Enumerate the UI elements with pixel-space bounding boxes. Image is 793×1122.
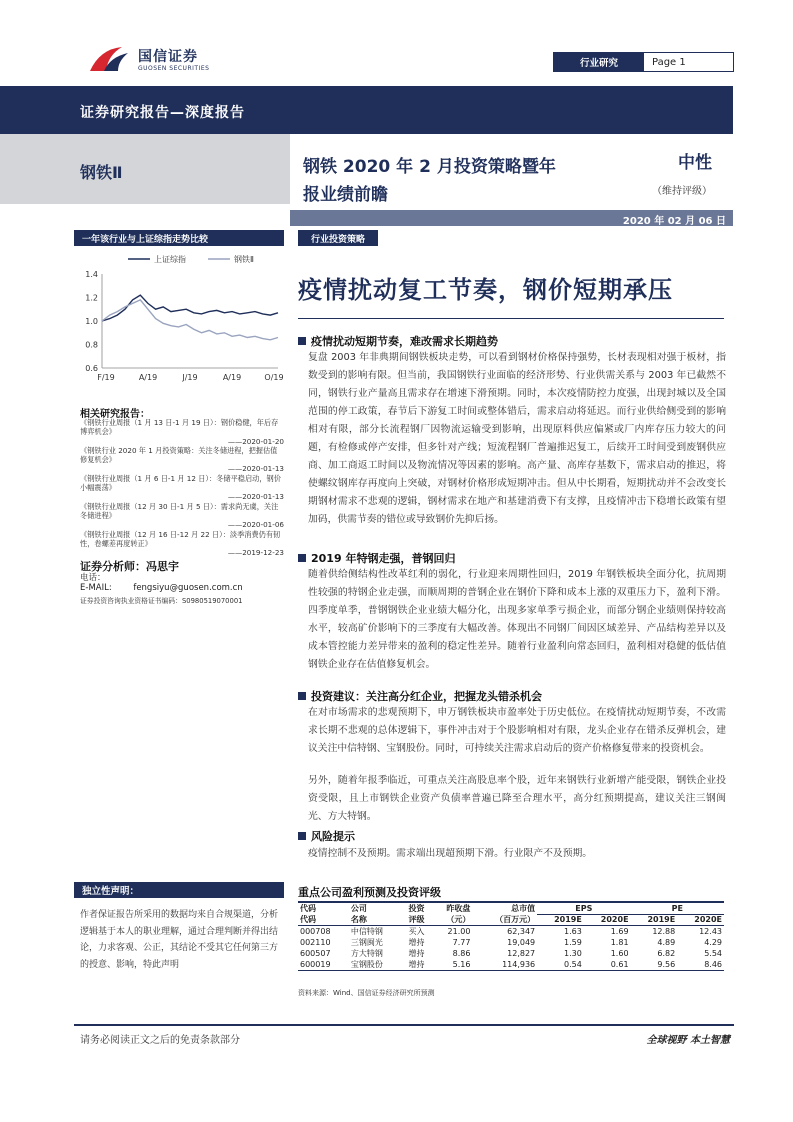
cell-pe: 9.56	[631, 959, 678, 971]
header-meta-box	[553, 52, 734, 72]
related-report-title[interactable]: 《钢铁行业周报（1 月 13 日-1 月 19 日）：钢价稳健，年后存博弈机会》	[80, 418, 279, 437]
analyst-name: 证券分析师：冯思宇	[80, 560, 179, 573]
rating: 中性	[678, 153, 712, 173]
section-paragraph: 随着供给侧结构性改革红利的弱化，行业迎来周期性回归，2019 年钢铁板块全面分化，抗周期性较强的特钢企业走强，而顺周期的普钢企业在钢价下降和成本上涨的双重压力下，盈利下滑。四季度单季，普钢钢铁企业业绩大幅分化，出现多家单季亏损企业，而部分钢企业绩则保持较高水平，较高矿价影响下的三季度有大幅改善。体现出不同钢厂间因区域差异、产品结构差异以及成本管控能力差异带来的盈利的稳定性差异。随着行业盈利向常态回归，盈利相对稳健的低估值钢铁企业存在估值修复机会。	[308, 569, 726, 670]
col-header: （百万元）	[472, 914, 537, 926]
cell-price: 7.77	[452, 938, 471, 947]
col-header: 总市值	[472, 902, 537, 914]
cell-eps: 1.59	[564, 938, 582, 947]
chart-label: 一年该行业与上证综指走势比较	[74, 230, 284, 246]
cell-pe: 4.89	[657, 938, 676, 947]
sector-name: 钢铁Ⅱ	[80, 163, 123, 182]
bullet-icon	[298, 337, 306, 345]
col-header: 评级	[402, 914, 431, 926]
bullet-icon	[298, 832, 306, 840]
series-line-2	[102, 300, 278, 340]
cell-rating: 增持	[402, 959, 431, 971]
logo-text: 国信证券	[138, 49, 198, 65]
cell-mktcap: 12,827	[507, 949, 536, 958]
independence-title: 独立性声明：	[74, 882, 284, 898]
x-tick-label: O/19	[264, 373, 284, 382]
related-report-title[interactable]: 《钢铁行业周报（12 月 30 日-1 月 5 日）：需求尚无虞，关注冬储进程》	[80, 501, 279, 520]
cell-code: 000708	[300, 927, 331, 936]
cell-eps: 0.61	[584, 959, 631, 971]
page-number: Page 1	[652, 56, 686, 68]
x-tick-label: A/19	[222, 373, 242, 382]
analyst-email-link[interactable]: fengsiyu@guosen.com.cn	[133, 583, 243, 593]
col-header-pe: PE	[631, 902, 724, 914]
cell-price: 8.86	[452, 949, 471, 958]
col-header: 公司	[349, 902, 402, 914]
bullet-icon	[298, 554, 306, 562]
col-header: 2020E	[677, 914, 724, 926]
list-item	[80, 502, 284, 530]
col-header: 2019E	[631, 914, 678, 926]
cell-mktcap: 19,049	[507, 938, 536, 947]
cell-pe: 4.29	[704, 938, 722, 947]
related-report-date: ——2020-01-13	[227, 492, 284, 502]
related-report-title[interactable]: 《钢铁行业 2020 年 1 月投资策略：关注冬储进程，把握估值修复机会》	[80, 445, 278, 465]
cell-rating: 买入	[408, 927, 425, 936]
earnings-forecast-table	[298, 901, 724, 971]
legend-label: 上证综指	[154, 255, 186, 264]
guosen-logo-icon	[86, 43, 130, 75]
related-reports-title: 相关研究报告：	[80, 409, 150, 420]
cell-code: 002110	[300, 938, 331, 947]
col-header: 投资	[402, 902, 431, 914]
cell-name: 中信特钢	[350, 927, 383, 936]
col-header: 2020E	[584, 914, 631, 926]
cell-eps: 0.54	[537, 959, 584, 971]
cell-rating: 增持	[408, 938, 425, 947]
section-heading: 投资建议：关注高分红企业，把握龙头错杀机会	[298, 688, 542, 704]
cell-eps: 1.60	[610, 949, 629, 958]
logo-english: GUOSEN SECURITIES	[138, 65, 210, 72]
col-header: 代码	[298, 914, 349, 926]
cell-pe: 5.54	[704, 949, 722, 958]
col-header: 代码	[298, 902, 349, 914]
cell-price: 5.16	[431, 959, 472, 971]
cell-mktcap: 114,936	[472, 959, 537, 971]
x-tick-label: A/19	[138, 373, 158, 382]
sector-band	[0, 134, 290, 204]
series-line-1	[102, 295, 278, 321]
x-tick-label: J/19	[182, 373, 198, 382]
strategy-label: 行业投资策略	[298, 230, 378, 246]
cell-eps: 1.81	[610, 938, 629, 947]
section-paragraph: 在对市场需求的悲观预期下，申万钢铁板块市盈率处于历史低位。在疫情扰动短期节奏，不改需求长期不悲观的总体逻辑下，事件冲击对于个股影响相对有限，龙头企业存在错杀反弹机会，建议关注中信特钢、宝钢股份。同时，可持续关注需求启动后的资产价格修复带来的投资机会。	[308, 707, 726, 754]
section-heading: 风险提示	[298, 828, 355, 844]
cell-pe: 12.43	[699, 927, 722, 936]
table-title: 重点公司盈利预测及投资评级	[298, 886, 441, 899]
footer-disclaimer: 请务必阅读正文之后的免责条款部分	[80, 1035, 240, 1046]
section-paragraph: 复盘 2003 年非典期间钢铁板块走势，可以看到钢材价格保持强势，长材表现相对强于板材，指数受到的影响有限。但当前，我国钢铁行业面临的经济形势、行业供需关系与 2003 年已截然不同，钢铁行业产量高且需求存在增速下滑预期。同时，本次疫情防控力度强，出现封城以及全国范围的停工政策，春节后下游复工时间或整体错后，需求启动将延迟。而行业供给侧受到的影响相对有限，部分长流程钢厂因物流运输受到影响，出现原料供应偏紧或厂内库存压力较大的问题，有检修或停产安排，但多针对产线；短流程钢厂普遍推迟复工，后续开工时间受到废钢供应商、加工商返工时间以及物流情况等因素的影响。高产量、高库存基数下，需求启动的推迟，将使螺纹钢库存再度向上突破，对钢材价格形成短期冲击。但从中长期看，短期扰动并不会改变长期钢材需求不悲观的逻辑，钢材需求在地产和基建消费下有支撑，且疫情冲击下稳增长政策有望加码，供需节奏的错位或导致钢价先抑后扬。	[308, 352, 726, 525]
analyst-contact	[80, 573, 243, 593]
section-heading: 2019 年特钢走强，普钢回归	[298, 550, 455, 566]
email-label: E-MAIL:	[80, 583, 112, 593]
cell-name: 宝钢股份	[349, 959, 402, 971]
cell-eps: 1.30	[564, 949, 582, 958]
cell-name: 三钢闽光	[350, 938, 383, 947]
analyst-certificate: 证券投资咨询执业资格证书编码：S0980519070001	[80, 597, 243, 605]
related-reports-list	[80, 418, 284, 557]
y-tick-label: 0.8	[85, 340, 98, 350]
section-paragraph: 另外，随着年报季临近，可重点关注高股息率个股，近年来钢铁行业新增产能受限，钢铁企业投资受限，且上市钢铁企业资产负债率普遍已降至合理水平，高分红预期提高，建议关注三钢闽光、方大特钢。	[308, 775, 726, 822]
phone-label: 电话：	[80, 573, 106, 583]
y-tick-label: 1.2	[85, 293, 98, 303]
related-report-title[interactable]: 《钢铁行业周报（12 月 16 日-12 月 22 日）：淡季消费仍有韧性，卷螺差再度转正》	[80, 529, 281, 548]
report-title-line2: 报业绩前瞻	[303, 185, 388, 205]
cell-eps: 1.69	[610, 927, 629, 936]
cell-pe: 12.88	[652, 927, 676, 936]
cell-eps: 1.63	[564, 927, 582, 936]
headline: 疫情扰动复工节奏，钢价短期承压	[298, 276, 673, 304]
independence-statement: 作者保证报告所采用的数据均来自合规渠道，分析逻辑基于本人的职业理解，通过合理判断并得出结论，力求客观、公正，其结论不受其它任何第三方的授意、影响，特此声明	[80, 910, 279, 970]
cell-mktcap: 62,347	[507, 927, 536, 936]
y-tick-label: 1.4	[85, 270, 98, 279]
related-report-date: ——2019-12-23	[227, 548, 284, 558]
footer-slogan: 全球视野 本土智慧	[646, 1035, 730, 1046]
col-header: （元）	[431, 914, 472, 926]
col-header: 名称	[349, 914, 402, 926]
list-item	[80, 446, 284, 474]
col-header-eps: EPS	[537, 902, 630, 914]
report-date: 2020 年 02 月 06 日	[622, 216, 726, 227]
report-title-line1: 钢铁 2020 年 2 月投资策略暨年	[303, 157, 556, 177]
x-tick-label: F/19	[97, 373, 115, 382]
section-heading: 疫情扰动短期节奏，难改需求长期趋势	[298, 333, 498, 349]
cell-rating: 增持	[408, 949, 425, 958]
cell-pe: 8.46	[677, 959, 724, 971]
related-report-date: ——2020-01-13	[227, 464, 284, 474]
category-label: 行业研究	[554, 53, 644, 71]
related-report-date: ——2020-01-06	[227, 520, 284, 530]
table-row	[298, 948, 724, 959]
trend-chart	[78, 250, 288, 390]
related-report-date: ——2020-01-20	[227, 436, 284, 446]
y-tick-label: 1.0	[85, 317, 98, 326]
legend-label: 钢铁Ⅱ	[234, 255, 254, 264]
list-item	[80, 530, 284, 558]
list-item	[80, 418, 284, 446]
rating-note: （维持评级）	[652, 186, 712, 197]
footer-divider	[74, 1024, 734, 1026]
y-tick-label: 0.6	[85, 364, 98, 373]
cell-pe: 6.82	[657, 949, 676, 958]
table-row	[298, 937, 724, 948]
col-header: 昨收盘	[431, 902, 472, 914]
table-row	[298, 926, 724, 938]
related-report-title[interactable]: 《钢铁行业周报（1 月 6 日-1 月 12 日）：冬储平稳启动，钢价小幅震荡》	[80, 473, 281, 493]
table-source: 资料来源：Wind、国信证券经济研究所预测	[298, 989, 435, 997]
list-item	[80, 474, 284, 502]
report-type: 证券研究报告—深度报告	[80, 105, 245, 121]
section-paragraph: 疫情控制不及预期。需求端出现超预期下滑。行业限产不及预期。	[308, 848, 593, 859]
table-row	[298, 959, 724, 971]
bullet-icon	[298, 692, 306, 700]
cell-price: 21.00	[447, 927, 471, 936]
cell-code: 600019	[298, 959, 349, 971]
col-header: 2019E	[537, 914, 584, 926]
cell-name: 方大特钢	[350, 949, 383, 958]
headline-divider	[298, 318, 724, 319]
cell-code: 600507	[300, 949, 331, 958]
